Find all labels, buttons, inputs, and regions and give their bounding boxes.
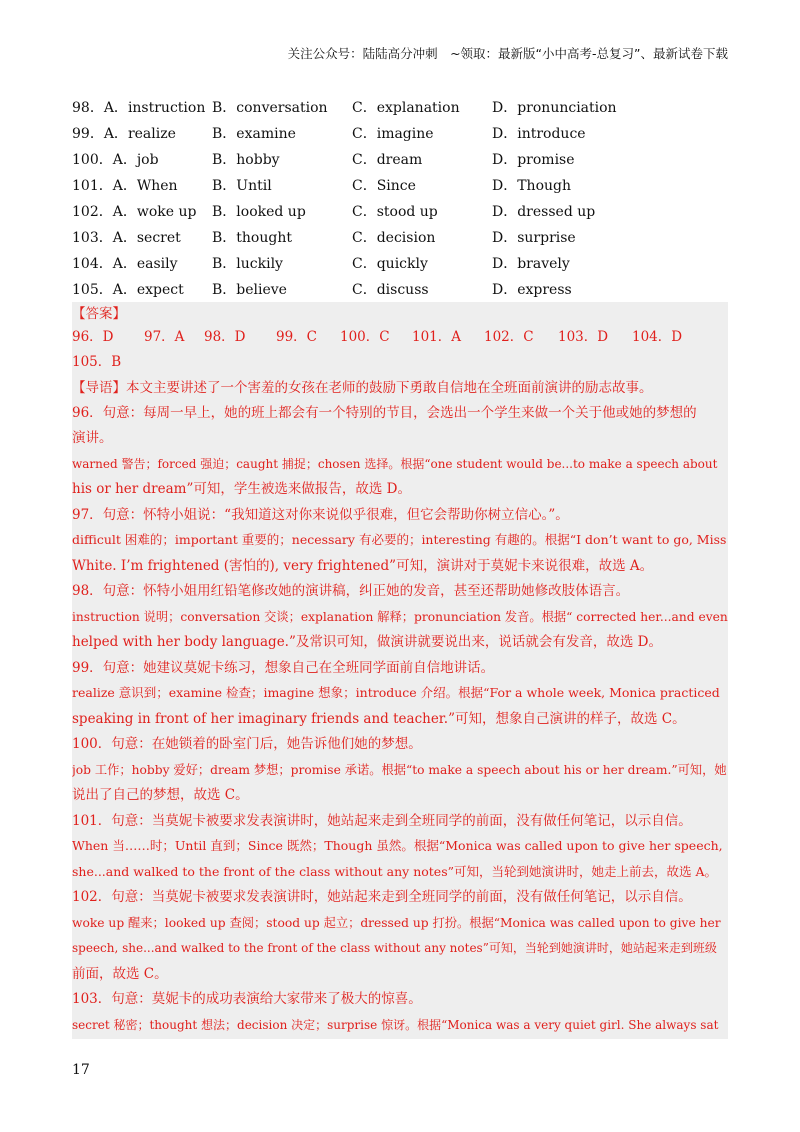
explanation-line: 100．句意：在她锁着的卧室门后，她告诉他们她的梦想。 (72, 736, 422, 752)
question-number: 99．A． (72, 126, 128, 142)
explanation-line: warned 警告；forced 强迫；caught 捕捉；chosen 选择。根据“one student would be...to make a speech about (72, 457, 718, 471)
question-number: 105．A． (72, 282, 137, 298)
option-a: woke up (136, 204, 197, 220)
option-d: D．surprise (492, 230, 576, 246)
page-number: 17 (72, 1062, 90, 1078)
option-b: B．conversation (212, 100, 328, 116)
option-a: expect (136, 282, 184, 298)
option-d: D．pronunciation (492, 100, 617, 116)
question-number: 103．A． (72, 230, 137, 246)
question-number: 98．A． (72, 100, 128, 116)
explanation-line: 演讲。 (72, 430, 113, 446)
answer-item: 101．A (412, 329, 462, 345)
page-header: 关注公众号：陆陆高分冲刺 ~领取：最新版“小中高考-总复习”、最新试卷下载 (287, 46, 728, 61)
option-row (72, 94, 728, 120)
explanation-line: his or her dream”可知，学生被选来做报告，故选 D。 (72, 481, 411, 497)
intro-line: 【导语】本文主要讲述了一个害羞的女孩在老师的鼓励下勇敢自信地在全班面前演讲的励志故事。 (72, 380, 653, 396)
option-a: realize (127, 126, 176, 142)
option-row (72, 172, 728, 198)
option-d: D．promise (492, 152, 575, 168)
answer-item: 102．C (484, 329, 534, 345)
option-c: C．quickly (352, 256, 428, 272)
option-d: D．express (492, 282, 572, 298)
option-c: C．dream (352, 152, 423, 168)
option-row (72, 276, 728, 302)
option-b: B．thought (212, 230, 292, 246)
option-c: C．explanation (352, 100, 460, 116)
option-a: instruction (127, 100, 206, 116)
option-a: secret (136, 230, 181, 246)
explanation-line: job 工作；hobby 爱好；dream 梦想；promise 承诺。根据“to make a speech about his or her dream.”可知，她 (72, 763, 727, 777)
option-b: B．luckily (212, 256, 283, 272)
option-d: D．introduce (492, 126, 586, 142)
option-row (72, 198, 728, 224)
options-list (72, 94, 728, 302)
option-row (72, 224, 728, 250)
option-c: C．decision (352, 230, 436, 246)
answer-item: 96．D (72, 329, 114, 345)
answer-item: 100．C (340, 329, 390, 345)
option-d: D．dressed up (492, 204, 596, 220)
question-number: 101．A． (72, 178, 137, 194)
explanation-line: she...and walked to the front of the class without any notes”可知，当轮到她演讲时，她走上前去，故选 A。 (72, 864, 718, 879)
explanation-line: secret 秘密；thought 想法；decision 决定；surprise 惊讶。根据“Monica was a very quiet girl. She always sat (72, 1018, 719, 1032)
answer-item: 98．D (204, 329, 246, 345)
answer-key-row (72, 327, 682, 347)
explanation-line: When 当……时；Until 直到；Since 既然；Though 虽然。根据“Monica was called upon to give her speech, (72, 838, 723, 853)
option-b: B．looked up (212, 204, 306, 220)
answer-item: 105．B (72, 354, 122, 370)
explanation-line: 102．句意：当莫妮卡被要求发表演讲时，她站起来走到全班同学的前面，没有做任何笔记，以示自信。 (72, 889, 692, 905)
option-a: easily (136, 256, 178, 272)
option-row (72, 120, 728, 146)
explanation-line: speech, she...and walked to the front of the class without any notes”可知，当轮到她演讲时，她站起来走到班级 (72, 941, 717, 955)
answer-label: 【答案】 (72, 306, 126, 322)
explanation-line: 97．句意：怀特小姐说：“我知道这对你来说似乎很难，但它会帮助你树立信心。”。 (72, 507, 569, 523)
explanation-line: 103．句意：莫妮卡的成功表演给大家带来了极大的惊喜。 (72, 991, 422, 1007)
explanation-line: 说出了自己的梦想，故选 C。 (72, 787, 249, 803)
explanation-line: difficult 困难的；important 重要的；necessary 有必要的；interesting 有趣的。根据“I don’t want to go, Miss (72, 532, 727, 547)
explanation-line: realize 意识到；examine 检查；imagine 想象；introduce 介绍。根据“For a whole week, Monica practiced (72, 685, 720, 700)
answer-item: 97．A (144, 329, 185, 345)
option-b: B．examine (212, 126, 296, 142)
explanation-line: speaking in front of her imaginary friends and teacher.”可知，想象自己演讲的样子，故选 C。 (72, 711, 686, 727)
explanation-line: White. I’m frightened (害怕的), very frightened”可知，演讲对于莫妮卡来说很难，故选 A。 (72, 558, 654, 574)
option-b: B．believe (212, 282, 287, 298)
answer-section (72, 302, 728, 1039)
option-b: B．hobby (212, 152, 280, 168)
explanation-line: helped with her body language.”及常识可知，做演讲就要说出来，说话就会有发音，故选 D。 (72, 634, 662, 650)
explanation-line: 99．句意：她建议莫妮卡练习，想象自己在全班同学面前自信地讲话。 (72, 660, 495, 676)
answer-item: 99．C (276, 329, 318, 345)
answer-item: 104．D (632, 329, 683, 345)
question-number: 104．A． (72, 256, 137, 272)
option-d: D．Though (492, 178, 572, 194)
answer-item: 103．D (558, 329, 609, 345)
explanation-line: 96．句意：每周一早上，她的班上都会有一个特别的节目，会选出一个学生来做一个关于他或她的梦想的 (72, 405, 697, 421)
option-c: C．Since (352, 178, 416, 194)
option-row (72, 146, 728, 172)
question-number: 102．A． (72, 204, 137, 220)
option-a: job (136, 152, 159, 168)
option-row (72, 250, 728, 276)
explanation-line: 前面，故选 C。 (72, 966, 168, 982)
question-number: 100．A． (72, 152, 137, 168)
option-c: C．discuss (352, 282, 429, 298)
explanation-line: instruction 说明；conversation 交谈；explanation 解释；pronunciation 发音。根据“ corrected her...and even (72, 610, 728, 624)
explanation-line: 98．句意：怀特小姐用红铅笔修改她的演讲稿，纠正她的发音，甚至还帮助她修改肢体语言。 (72, 583, 630, 599)
option-a: When (136, 178, 178, 194)
explanation-line: woke up 醒来；looked up 查阅；stood up 起立；dressed up 打扮。根据“Monica was called upon to give her (72, 916, 721, 930)
option-d: D．bravely (492, 256, 570, 272)
option-c: C．stood up (352, 204, 438, 220)
option-b: B．Until (212, 178, 272, 194)
option-c: C．imagine (352, 126, 434, 142)
explanation-line: 101．句意：当莫妮卡被要求发表演讲时，她站起来走到全班同学的前面，没有做任何笔记，以示自信。 (72, 813, 692, 829)
